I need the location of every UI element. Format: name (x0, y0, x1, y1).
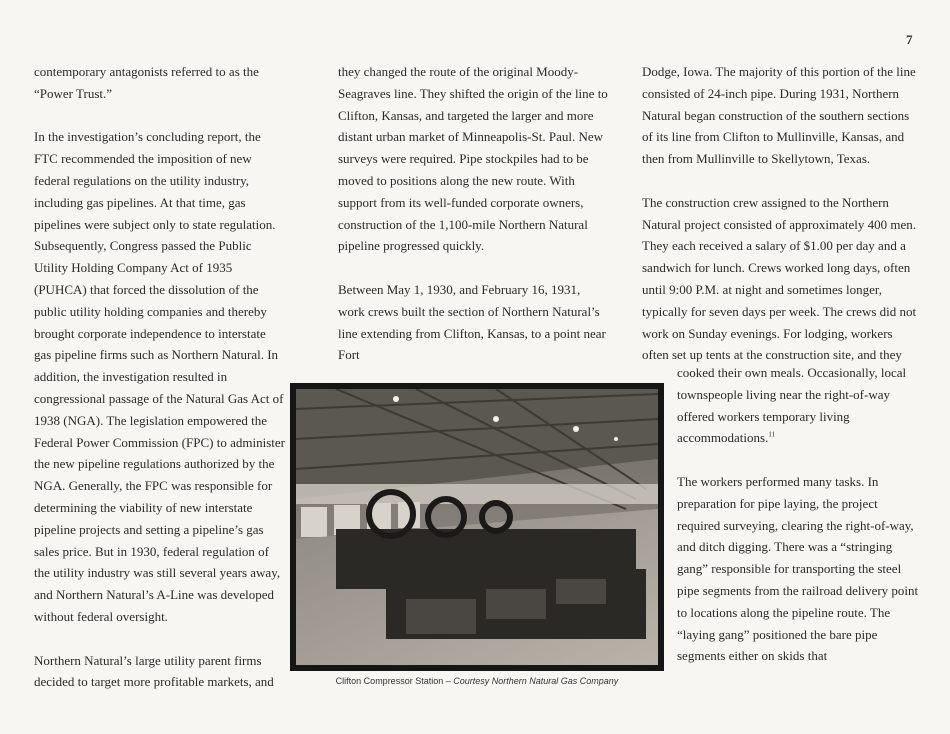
paragraph: The workers performed many tasks. In preparation for pipe laying, the project required surveying, clearing the right-of-way, and ditch digging. There was a “stringing gang” responsible for transporting the steel pipe segments from the railroad delivery point to locations along the pipeline route. The “laying gang” positioned the bare pipe segments either on skids that (677, 473, 919, 664)
paragraph: The construction crew assigned to the Northern Natural project consisted of approximately 400 men. They each received a salary of $1.00 per day and a sandwich for lunch. Crews worked long days, often until 9:00 P.M. at night and sometimes longer, typically for seven days per week. The crews did not work on Sunday evenings. For lodging, workers often set up tents at the construction site, and they (642, 194, 917, 363)
caption-title: Clifton Compressor Station – (335, 676, 454, 686)
text-column-right-bottom (677, 362, 920, 689)
paragraph: Northern Natural’s large utility parent firms decided to target more profitable markets, and (34, 652, 274, 690)
text-column-left (34, 61, 286, 715)
paragraph: In the investigation’s concluding report, the FTC recommended the imposition of new federal regulations on the utility industry, including gas pipelines. At that time, gas pipelines were subject only to state regulation. Subsequently, Congress passed the Public Utility Holding Company Act of 1935 (PUHCA) that forced the dissolution of the public utility holding companies and thereby brought corporate independence to interstate gas pipeline firms such as Northern Natural. In addition, the investigation resulted in congressional passage of the Natural Gas Act of 1938 (NGA). The legislation empowered the Federal Power Commission (FPC) to administer the new pipeline regulations authorized by the NGA. Generally, the FPC was responsible for determining the viability of new interstate pipeline projects and setting a pipeline’s gas sales price. But in 1930, federal regulation of the utility industry was still several years away, and Northern Natural’s A-Line was developed without federal oversight. (34, 129, 285, 624)
caption-credit: Courtesy Northern Natural Gas Company (453, 676, 619, 686)
compressor-station-photo (290, 383, 664, 671)
paragraph (677, 362, 920, 449)
photo-caption (290, 676, 664, 686)
paragraph: Between May 1, 1930, and February 16, 1931, work crews built the section of Northern Natural’s line extending from Clifton, Kansas, to a point near Fort (338, 281, 606, 363)
footnote-marker: 11 (768, 431, 776, 440)
text-column-right-top (642, 61, 918, 366)
compressor-station-image (296, 389, 658, 665)
paragraph: they changed the route of the original Moody-Seagraves line. They shifted the origin of the line to Clifton, Kansas, and targeted the larger and more distant urban market of Minneapolis-St. Paul. New surveys were required. Pipe stockpiles had to be moved to positions along the new route. With support from its well-funded corporate owners, construction of the 1,100-mile Northern Natural pipeline progressed quickly. (338, 64, 608, 254)
text-column-middle (338, 61, 610, 388)
page-number: 7 (906, 32, 913, 47)
paragraph: Dodge, Iowa. The majority of this portion of the line consisted of 24-inch pipe. During 1931, Northern Natural began construction of the southern sections of its line from Clifton to Mullinville, Kansas, and then from Mullinville to Skellytown, Texas. (642, 64, 916, 167)
paragraph: contemporary antagonists referred to as the “Power Trust.” (34, 64, 259, 101)
paragraph-text: cooked their own meals. Occasionally, local townspeople living near the right-of-way offered workers temporary living accommodations. (677, 365, 907, 446)
